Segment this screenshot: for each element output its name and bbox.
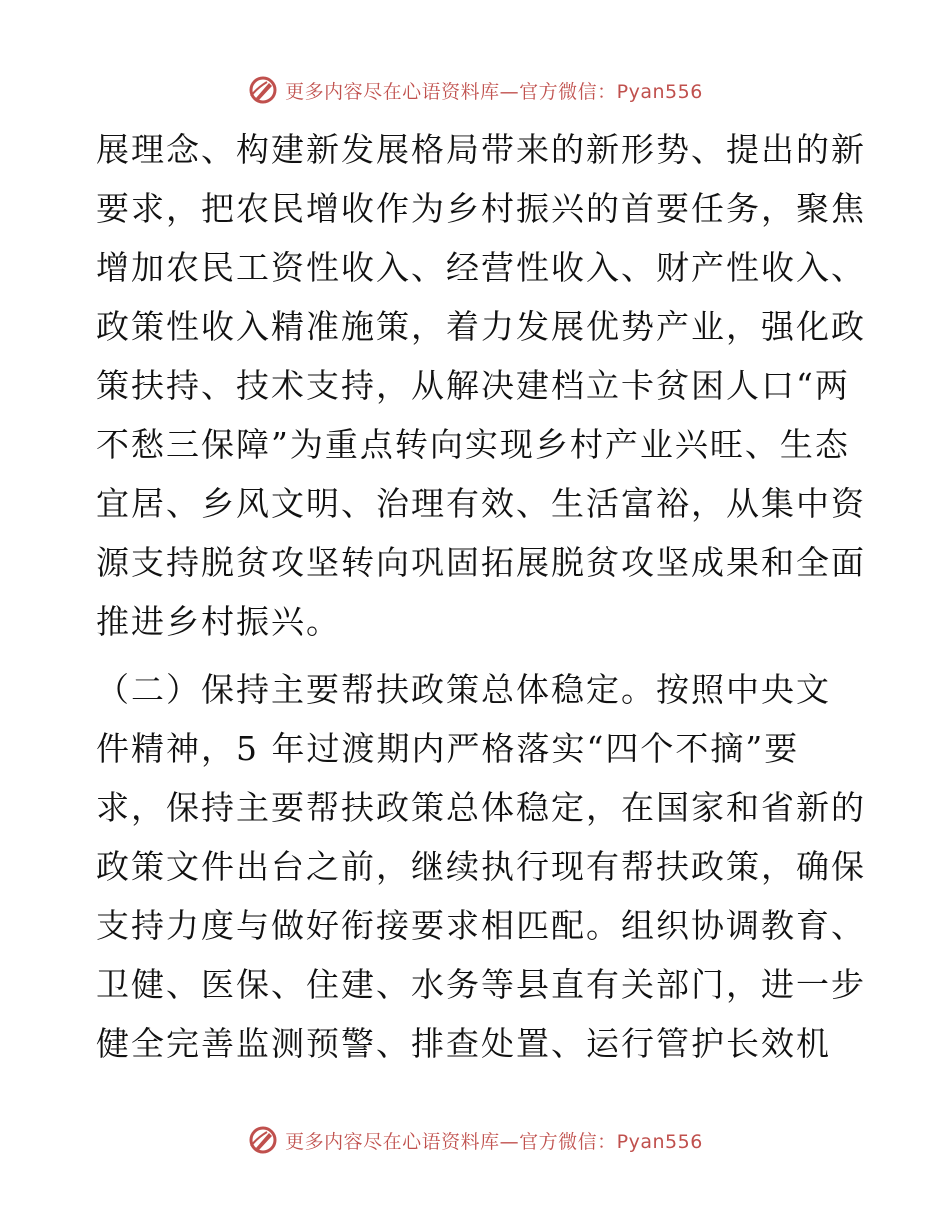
paragraph-gap (96, 651, 856, 660)
paragraph-1 (96, 120, 866, 651)
header-banner (0, 70, 950, 110)
paragraph-2 (96, 660, 866, 1073)
text-line: 源支持脱贫攻坚转向巩固拓展脱贫攻坚成果和全面 (96, 543, 866, 582)
footer-banner (0, 1120, 950, 1160)
text-line: 展理念、构建新发展格局带来的新形势、提出的新 (96, 130, 866, 169)
text-line: 要求，把农民增收作为乡村振兴的首要任务，聚焦 (96, 189, 866, 228)
footer-banner-text: 更多内容尽在心语资料库—官方微信：Pyan556 (285, 1130, 703, 1153)
text-line: 政策文件出台之前，继续执行现有帮扶政策，确保 (96, 847, 866, 886)
text-line: 不愁三保障”为重点转向实现乡村产业兴旺、生态 (96, 425, 850, 464)
document-body (96, 120, 866, 1073)
text-line: 推进乡村振兴。 (96, 602, 341, 641)
text-line: 策扶持、技术支持，从解决建档立卡贫困人口“两 (96, 366, 850, 405)
text-line: （二）保持主要帮扶政策总体稳定。按照中央文 (96, 670, 831, 709)
text-line: 件精神，5 年过渡期内严格落实“四个不摘”要 (96, 729, 800, 768)
header-banner-text: 更多内容尽在心语资料库—官方微信：Pyan556 (285, 80, 703, 103)
text-line: 政策性收入精准施策，着力发展优势产业，强化政 (96, 307, 866, 346)
text-line: 卫健、医保、住建、水务等县直有关部门，进一步 (96, 965, 866, 1004)
pen-circle-logo-icon (247, 1124, 279, 1156)
text-line: 宜居、乡风文明、治理有效、生活富裕，从集中资 (96, 484, 866, 523)
text-line: 支持力度与做好衔接要求相匹配。组织协调教育、 (96, 906, 866, 945)
text-line: 增加农民工资性收入、经营性收入、财产性收入、 (96, 248, 866, 287)
text-line: 求，保持主要帮扶政策总体稳定，在国家和省新的 (96, 788, 866, 827)
pen-circle-logo-icon (247, 74, 279, 106)
text-line: 健全完善监测预警、排查处置、运行管护长效机 (96, 1024, 831, 1063)
